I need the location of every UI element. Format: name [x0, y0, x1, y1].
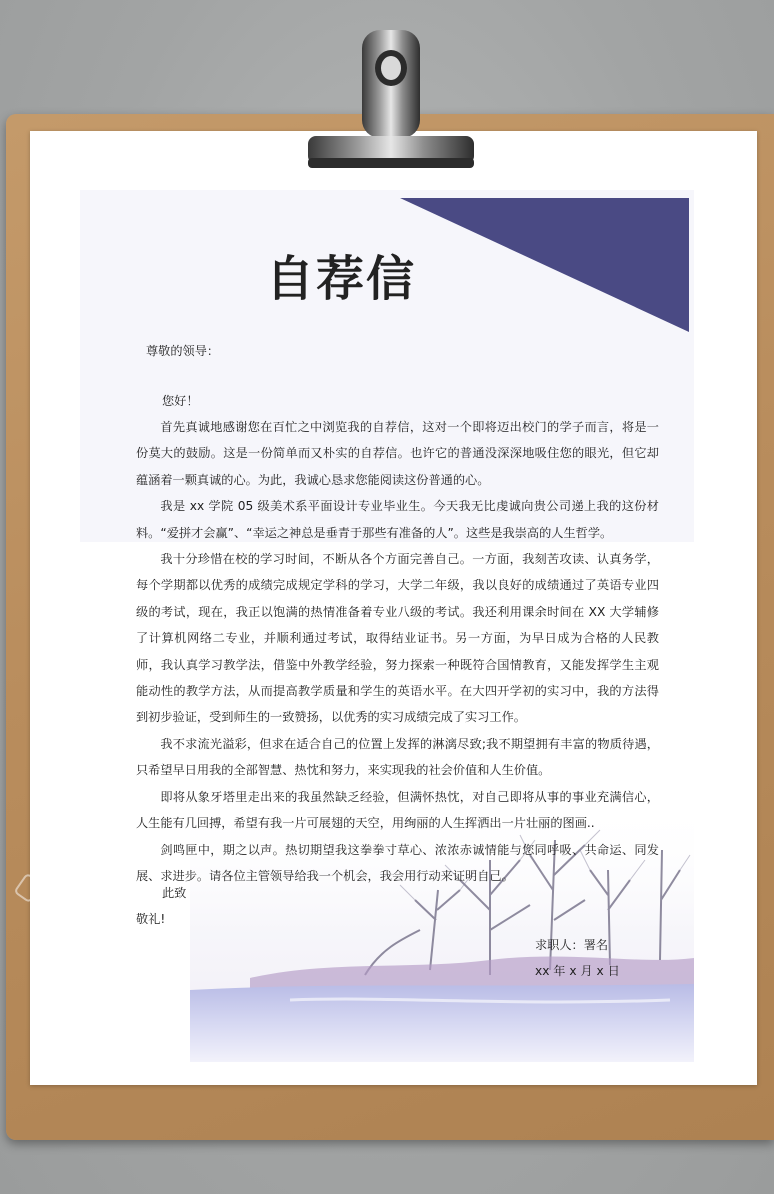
greeting: 您好！ [162, 394, 199, 408]
closing-line-1: 此致 [162, 886, 187, 900]
binder-clip [300, 26, 480, 176]
date-line: xx 年 x 月 x 日 [535, 964, 620, 978]
paragraph-commitment: 即将从象牙塔里走出来的我虽然缺乏经验，但满怀热忱，对自己即将从事的事业充满信心，人生能有几回搏，希望有我一片可展翅的天空，用绚丽的人生挥洒出一片壮丽的图画.. [136, 789, 659, 831]
signature: 求职人：署名 [535, 938, 609, 952]
paragraph-closing-request: 剑鸣匣中，期之以声。热切期望我这拳拳寸草心、浓浓赤诚情能与您同呼吸、共命运、同发展、求进步。请各位主管领导给我一个机会，我会用行动来证明自己。 [136, 842, 659, 883]
document-title: 自荐信 [265, 251, 416, 307]
paragraph-studies: 我十分珍惜在校的学习时间，不断从各个方面完善自己。一方面，我刻苦攻读、认真务学，每个学期都以优秀的成绩完成规定学科的学习，大学二年级，我以良好的成绩通过了英语专业四级的考试，现在，我正以饱满的热情准备着专业八级的考试。我还利用课余时间在 XX 大学辅修了计算机网络二专业，并顺利通过考试，取得结业证书。另一方面，为早日成为合格的人民教师，我认真学习教学法，借鉴中外教学经验，努力探索一种既符合国情教育，又能发挥学生主观能动性的教学方法，从而提高教学质量和学生的英语水平。在大四开学初的实习中，我的方法得到初步验证，受到师生的一致赞扬，以优秀的实习成绩完成了实习工作。 [136, 552, 659, 725]
closing-line-2: 敬礼! [136, 912, 166, 926]
salutation: 尊敬的领导： [146, 344, 220, 358]
paragraph-background: 我是 xx 学院 05 级美术系平面设计专业毕业生。今天我无比虔诚向贵公司递上我的这份材料。“爱拼才会赢”、“幸运之神总是垂青于那些有准备的人”。这些是我崇高的人生哲学。 [136, 499, 659, 540]
paragraph-intro: 首先真诚地感谢您在百忙之中浏览我的自荐信，这对一个即将迈出校门的学子而言，将是一份莫大的鼓励。这是一份简单而又朴实的自荐信。也许它的普通没深深地吸住您的眼光，但它却蕴涵着一颗真诚的心。为此，我诚心恳求您能阅读这份普通的心。 [136, 420, 659, 487]
paragraph-aspiration: 我不求流光溢彩，但求在适合自己的位置上发挥的淋漓尽致;我不期望拥有丰富的物质待遇，只希望早日用我的全部智慧、热忱和努力，来实现我的社会价值和人生价值。 [136, 736, 659, 778]
letter-body [136, 414, 659, 889]
